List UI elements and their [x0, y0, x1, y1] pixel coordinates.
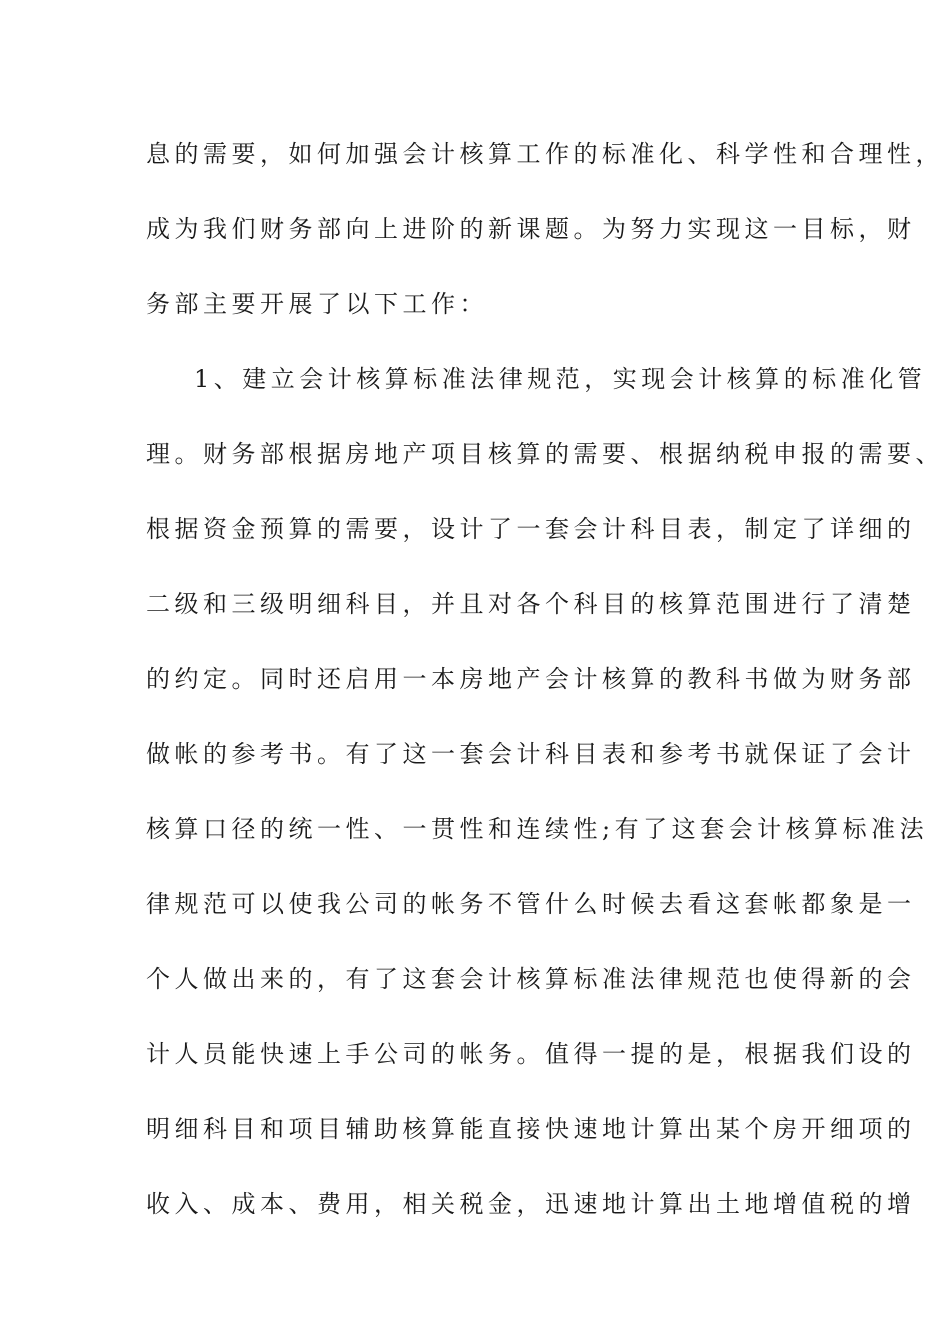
text-line: 务部主要开展了以下工作： — [146, 290, 488, 318]
text-line: 的约定。同时还启用一本房地产会计核算的教科书做为财务部 — [146, 665, 916, 693]
text-line: 收入、成本、费用，相关税金，迅速地计算出土地增值税的增 — [146, 1190, 916, 1218]
text-line: 律规范可以使我公司的帐务不管什么时候去看这套帐都象是一 — [146, 890, 916, 918]
text-line: 核算口径的统一性、一贯性和连续性;有了这套会计核算标准法 — [146, 815, 929, 843]
text-line: 理。财务部根据房地产项目核算的需要、根据纳税申报的需要、 — [146, 440, 944, 468]
text-line: 成为我们财务部向上进阶的新课题。为努力实现这一目标，财 — [146, 215, 916, 243]
text-line: 计人员能快速上手公司的帐务。值得一提的是，根据我们设的 — [146, 1040, 916, 1068]
text-line: 息的需要，如何加强会计核算工作的标准化、科学性和合理性， — [146, 140, 944, 168]
text-line: 做帐的参考书。有了这一套会计科目表和参考书就保证了会计 — [146, 740, 916, 768]
section-heading-line: 1、建立会计核算标准法律规范，实现会计核算的标准化管 — [194, 365, 927, 393]
text-line: 根据资金预算的需要，设计了一套会计科目表，制定了详细的 — [146, 515, 916, 543]
text-line: 个人做出来的，有了这套会计核算标准法律规范也使得新的会 — [146, 965, 916, 993]
body-text — [146, 132, 944, 1257]
text-line: 明细科目和项目辅助核算能直接快速地计算出某个房开细项的 — [146, 1115, 916, 1143]
text-line: 二级和三级明细科目，并且对各个科目的核算范围进行了清楚 — [146, 590, 916, 618]
